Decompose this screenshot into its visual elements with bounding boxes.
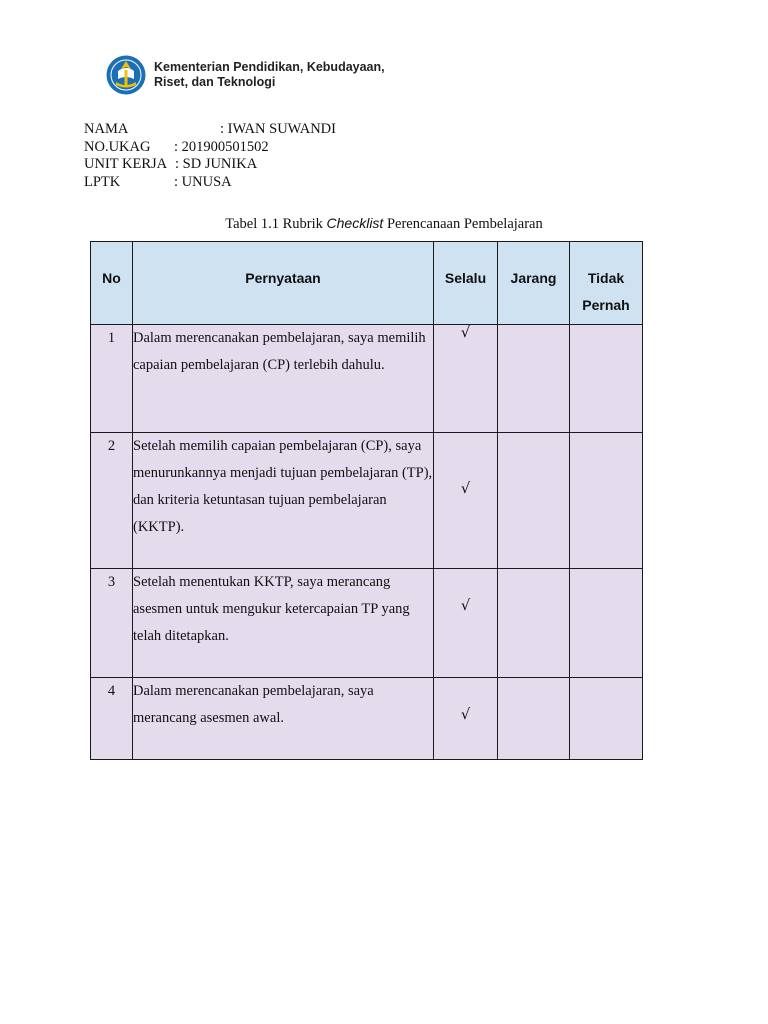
check-jarang[interactable]	[498, 325, 570, 433]
row-number: 2	[91, 433, 133, 569]
check-tidak-pernah[interactable]	[570, 678, 643, 760]
header-tidak-pernah: Tidak Pernah	[570, 242, 643, 325]
identity-block	[84, 121, 336, 191]
row-number: 3	[91, 569, 133, 678]
row-statement: Dalam merencanakan pembelajaran, saya merancang asesmen awal.	[133, 678, 434, 760]
header-pernyataan: Pernyataan	[133, 242, 434, 325]
tut-wuri-handayani-logo-icon	[106, 55, 146, 95]
check-selalu[interactable]: √	[434, 678, 498, 760]
caption-prefix: Tabel 1.1 Rubrik	[225, 216, 327, 232]
info-row-lptk	[84, 173, 232, 192]
letterhead	[106, 55, 385, 95]
info-label: NAMA	[84, 121, 129, 137]
header-jarang: Jarang	[498, 242, 570, 325]
ministry-line-1: Kementerian Pendidikan, Kebudayaan,	[154, 59, 385, 74]
row-statement: Setelah menentukan KKTP, saya merancang asesmen untuk mengukur ketercapaian TP yang telah ditetapkan.	[133, 569, 434, 678]
table-row	[91, 569, 643, 678]
row-statement: Dalam merencanakan pembelajaran, saya memilih capaian pembelajaran (CP) terlebih dahulu.	[133, 325, 434, 433]
info-row-noukag	[84, 138, 269, 157]
check-jarang[interactable]	[498, 433, 570, 569]
caption-italic: Checklist	[326, 215, 384, 231]
check-selalu[interactable]: √	[434, 433, 498, 569]
info-label: LPTK	[84, 173, 121, 190]
ministry-line-2: Riset, dan Teknologi	[154, 75, 276, 89]
check-tidak-pernah[interactable]	[570, 569, 643, 678]
table-row	[91, 433, 643, 569]
check-jarang[interactable]	[498, 569, 570, 678]
ministry-name	[154, 60, 385, 91]
header-no: No	[91, 242, 133, 325]
check-selalu[interactable]: √	[434, 569, 498, 678]
header-selalu: Selalu	[434, 242, 498, 325]
check-jarang[interactable]	[498, 678, 570, 760]
info-value: : UNUSA	[174, 173, 232, 190]
table-row	[91, 325, 643, 433]
row-statement: Setelah memilih capaian pembelajaran (CP), saya menurunkannya menjadi tujuan pembelajaran (TP), dan kriteria ketuntasan tujuan pembelajaran (KKTP).	[133, 433, 434, 569]
check-tidak-pernah[interactable]	[570, 433, 643, 569]
info-row-nama	[84, 121, 336, 139]
check-selalu[interactable]: √	[434, 325, 498, 433]
info-label: UNIT KERJA	[84, 156, 168, 172]
caption-suffix: Perencanaan Pembelajaran	[383, 216, 543, 232]
info-value: : IWAN SUWANDI	[220, 121, 336, 137]
checklist-table	[90, 241, 643, 760]
info-row-unit-kerja	[84, 156, 258, 174]
info-value: : SD JUNIKA	[175, 156, 258, 172]
info-label: NO.UKAG	[84, 138, 151, 155]
table-caption	[0, 215, 768, 233]
table-header-row	[91, 242, 643, 325]
row-number: 4	[91, 678, 133, 760]
info-value: : 201900501502	[174, 138, 269, 155]
check-tidak-pernah[interactable]	[570, 325, 643, 433]
row-number: 1	[91, 325, 133, 433]
table-row	[91, 678, 643, 760]
